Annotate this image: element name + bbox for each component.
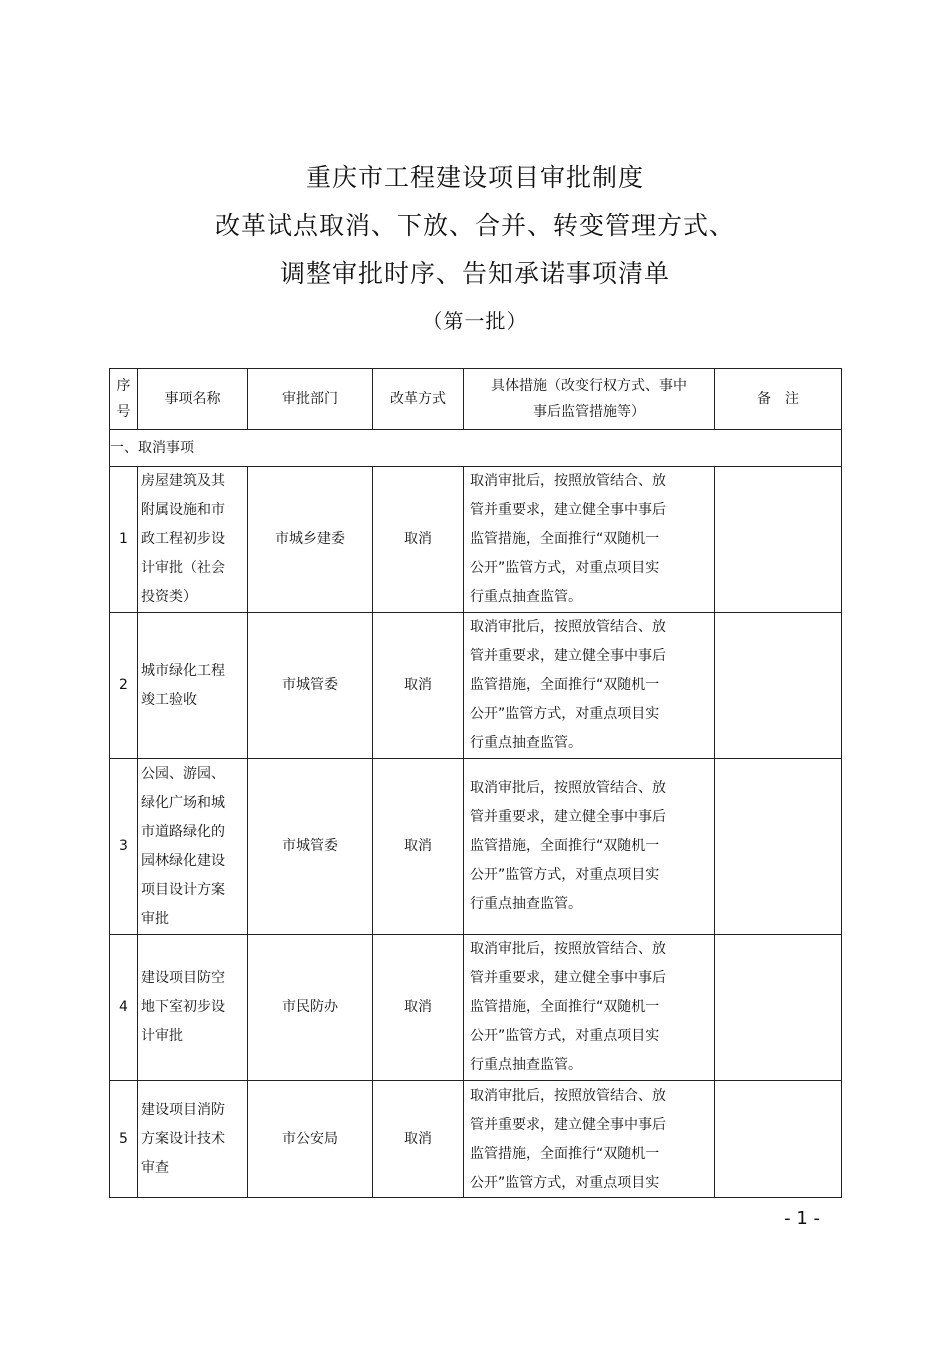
row-dept: 市城乡建委 <box>248 467 373 613</box>
row-measures-line: 监管措施，全面推行“双随机一 <box>470 999 660 1015</box>
row-measures-line: 行重点抽查监管。 <box>470 1057 582 1073</box>
row-measures-line: 管并重要求，建立健全事中事后 <box>470 648 666 664</box>
row-measures-line: 取消审批后，按照放管结合、放 <box>470 473 666 489</box>
row-name <box>138 613 248 759</box>
row-remark <box>715 935 842 1081</box>
row-method: 取消 <box>373 467 464 613</box>
header-method: 改革方式 <box>373 369 464 430</box>
row-measures-line: 公开”监管方式，对重点项目实 <box>470 560 660 576</box>
row-name-line: 城市绿化工程 <box>141 662 225 679</box>
table-row <box>110 467 842 613</box>
header-seq-b: 号 <box>116 404 131 420</box>
header-seq-a: 序 <box>116 378 131 394</box>
row-measures-line: 取消审批后，按照放管结合、放 <box>470 619 666 635</box>
page-number: - 1 - <box>784 1208 820 1229</box>
row-measures-clip <box>470 1081 708 1194</box>
row-remark <box>715 613 842 759</box>
title-line-1: 重庆市工程建设项目审批制度 <box>305 163 644 192</box>
row-name <box>138 935 248 1081</box>
row-name-line: 建设项目消防 <box>141 1101 225 1118</box>
table-row <box>110 1081 842 1198</box>
row-measures-line: 取消审批后，按照放管结合、放 <box>470 780 666 796</box>
batch-label: （第一批） <box>422 309 528 333</box>
row-measures-line: 公开”监管方式，对重点项目实 <box>470 1028 660 1044</box>
row-dept: 市公安局 <box>248 1081 373 1198</box>
row-measures-line: 监管措施，全面推行“双随机一 <box>470 838 660 854</box>
row-measures-line: 管并重要求，建立健全事中事后 <box>470 809 666 825</box>
row-name-line: 园林绿化建设 <box>141 852 225 869</box>
row-measures <box>464 759 715 935</box>
row-name-line: 附属设施和市 <box>141 502 225 518</box>
row-name-line: 投资类） <box>141 589 197 605</box>
section-row <box>110 430 842 467</box>
header-measures <box>464 369 715 430</box>
row-name-line: 审查 <box>141 1159 169 1176</box>
row-name-line: 项目设计方案 <box>141 881 225 898</box>
row-name-line: 计审批 <box>141 1028 183 1044</box>
row-measures <box>464 935 715 1081</box>
row-seq: 2 <box>110 613 138 759</box>
row-measures-line: 监管措施，全面推行“双随机一 <box>470 531 660 547</box>
row-measures-line: 公开”监管方式，对重点项目实 <box>470 1175 660 1191</box>
row-method: 取消 <box>373 1081 464 1198</box>
row-name <box>138 759 248 935</box>
row-method: 取消 <box>373 759 464 935</box>
row-measures <box>464 613 715 759</box>
row-name-line: 公园、游园、 <box>141 765 225 782</box>
row-measures-line: 行重点抽查监管。 <box>470 589 582 605</box>
table-row <box>110 613 842 759</box>
row-name-line: 市道路绿化的 <box>141 823 225 840</box>
row-measures <box>464 1081 715 1198</box>
row-measures-line: 行重点抽查监管。 <box>470 735 582 751</box>
row-measures-line: 监管措施，全面推行“双随机一 <box>470 1146 660 1162</box>
row-remark <box>715 467 842 613</box>
header-measures-b: 事后监管措施等） <box>533 404 645 420</box>
items-table <box>109 368 842 1198</box>
row-dept: 市城管委 <box>248 613 373 759</box>
row-name-line: 房屋建筑及其 <box>141 473 225 489</box>
row-seq: 1 <box>110 467 138 613</box>
row-name-line: 方案设计技术 <box>141 1130 225 1147</box>
row-remark <box>715 759 842 935</box>
row-name <box>138 1081 248 1198</box>
row-measures-line: 取消审批后，按照放管结合、放 <box>470 941 666 957</box>
row-seq: 4 <box>110 935 138 1081</box>
title-line-2: 改革试点取消、下放、合并、转变管理方式、 <box>214 211 735 240</box>
header-name: 事项名称 <box>138 369 248 430</box>
header-seq <box>110 369 138 430</box>
row-measures-line: 取消审批后，按照放管结合、放 <box>470 1088 666 1104</box>
row-name <box>138 467 248 613</box>
row-name-line: 竣工验收 <box>141 691 197 708</box>
row-method: 取消 <box>373 613 464 759</box>
row-dept: 市城管委 <box>248 759 373 935</box>
title-line-3: 调整审批时序、告知承诺事项清单 <box>279 259 670 288</box>
header-remark: 备 注 <box>715 369 842 430</box>
row-name-line: 计审批（社会 <box>141 560 225 576</box>
header-measures-a: 具体措施（改变行权方式、事中 <box>491 378 687 394</box>
row-measures-line: 管并重要求，建立健全事中事后 <box>470 970 666 986</box>
table-row <box>110 759 842 935</box>
table-header-row <box>110 369 842 430</box>
row-name-line: 政工程初步设 <box>141 531 225 547</box>
row-name-line: 绿化广场和城 <box>141 794 225 811</box>
row-measures-line: 监管措施，全面推行“双随机一 <box>470 677 660 693</box>
row-seq: 5 <box>110 1081 138 1198</box>
row-name-line: 建设项目防空 <box>141 970 225 986</box>
row-measures-line: 管并重要求，建立健全事中事后 <box>470 502 666 518</box>
row-seq: 3 <box>110 759 138 935</box>
header-dept: 审批部门 <box>248 369 373 430</box>
row-name-line: 地下室初步设 <box>141 999 225 1015</box>
row-measures-line: 公开”监管方式，对重点项目实 <box>470 706 660 722</box>
row-dept: 市民防办 <box>248 935 373 1081</box>
row-measures <box>464 467 715 613</box>
row-method: 取消 <box>373 935 464 1081</box>
row-measures-line: 公开”监管方式，对重点项目实 <box>470 867 660 883</box>
row-name-line: 审批 <box>141 910 169 927</box>
section-title: 一、取消事项 <box>110 430 842 467</box>
row-remark <box>715 1081 842 1198</box>
row-measures-line: 管并重要求，建立健全事中事后 <box>470 1117 666 1133</box>
table-row <box>110 935 842 1081</box>
row-measures-line: 行重点抽查监管。 <box>470 896 582 912</box>
